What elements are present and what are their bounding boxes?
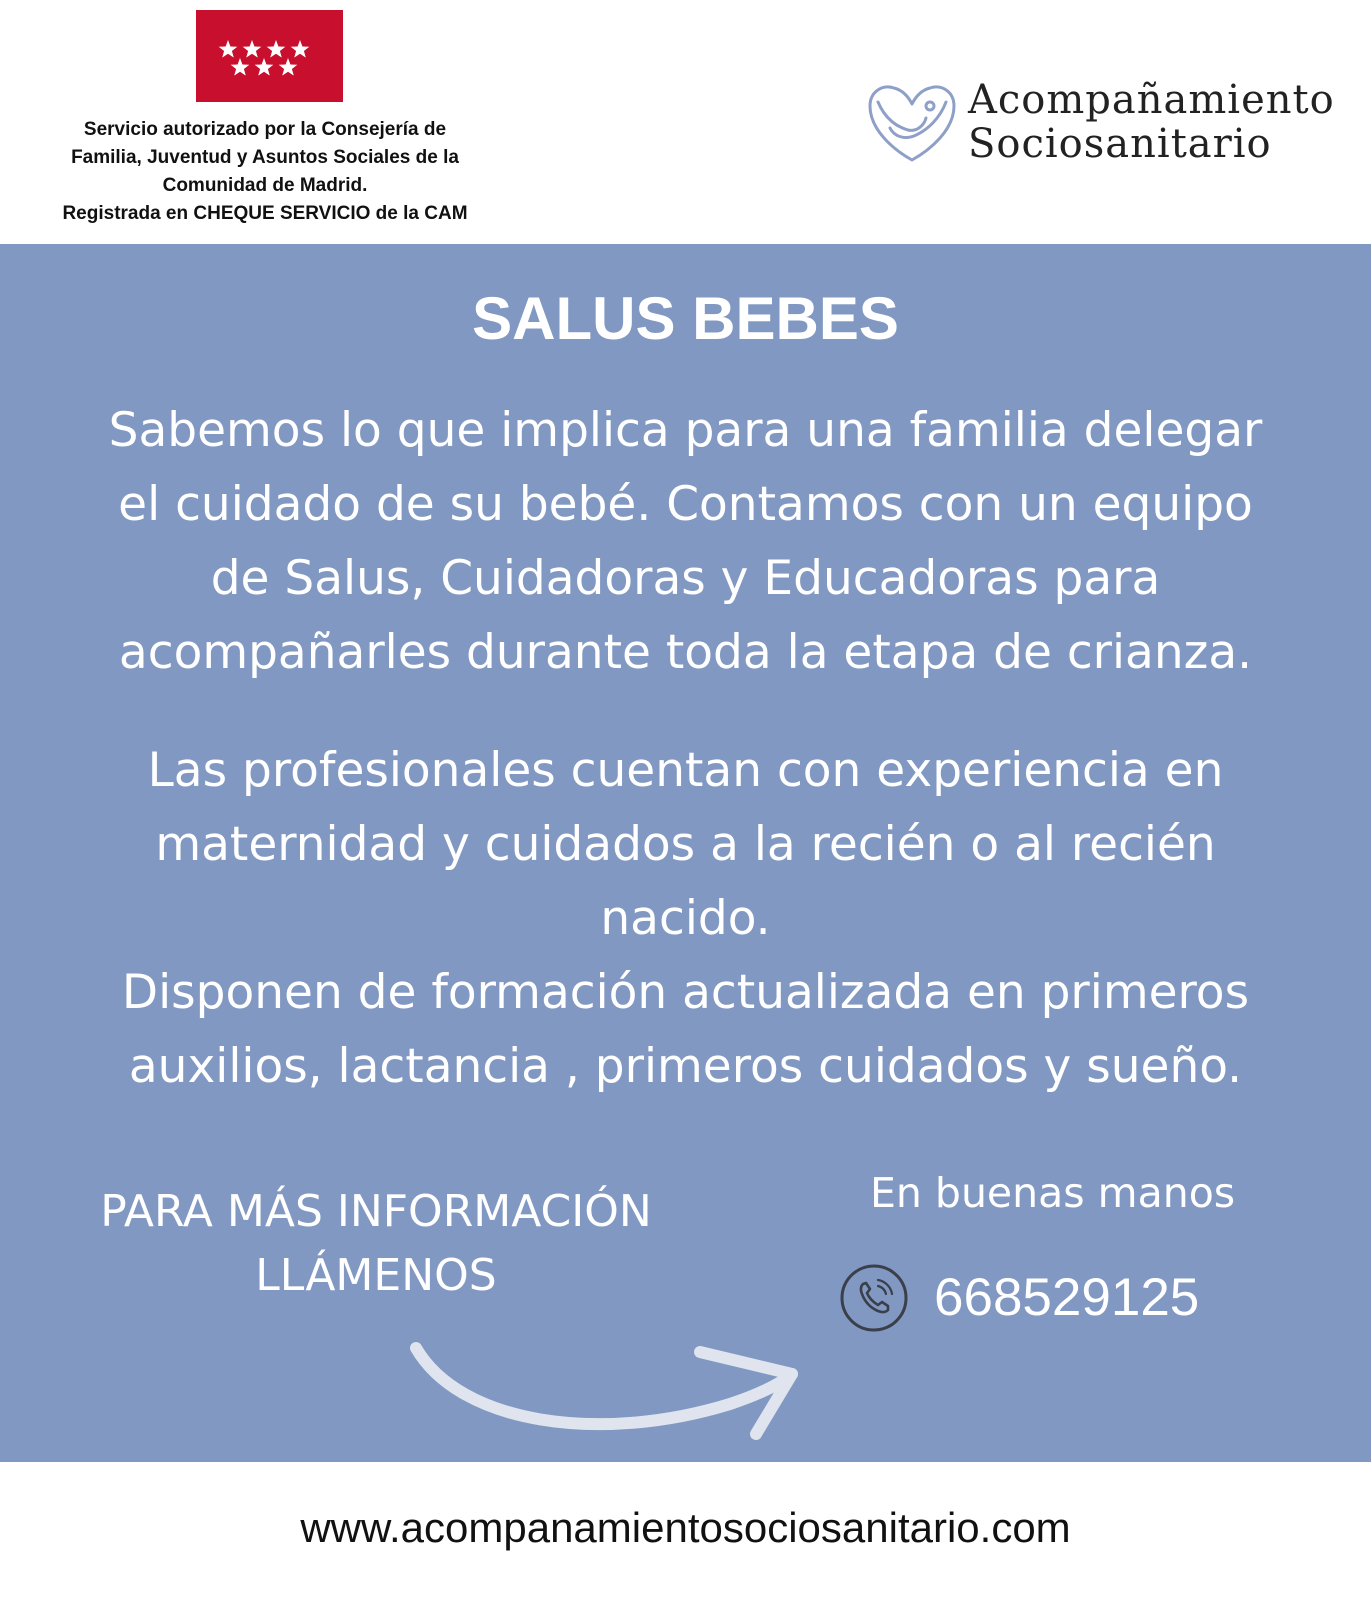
cta-line2: LLÁMENOS	[255, 1250, 497, 1301]
paragraph-line: acompañarles durante toda la etapa de crianza.	[118, 625, 1253, 680]
paragraph-line: nacido.	[600, 891, 771, 946]
heart-embrace-icon	[864, 80, 960, 164]
intro-paragraph	[0, 394, 1371, 690]
header	[0, 0, 1371, 244]
footer	[0, 1462, 1371, 1600]
phone-icon[interactable]	[838, 1262, 910, 1334]
paragraph-line: el cuidado de su bebé. Contamos con un equipo	[118, 477, 1253, 532]
authorization-line: Registrada en CHEQUE SERVICIO de la CAM	[62, 203, 468, 224]
brand-name	[968, 78, 1335, 166]
authorization-line: Comunidad de Madrid.	[162, 175, 368, 196]
brand-name-line2: Sociosanitario	[968, 121, 1272, 167]
curved-arrow-icon	[400, 1304, 810, 1464]
call-to-action	[36, 1180, 716, 1308]
paragraph-line: Las profesionales cuentan con experiencia en	[147, 743, 1224, 798]
brand-name-line1: Acompañamiento	[968, 77, 1335, 123]
phone-number[interactable]: 668529125	[934, 1268, 1200, 1327]
tagline: En buenas manos	[870, 1169, 1236, 1217]
madrid-flag-icon	[196, 10, 343, 102]
cta-line1: PARA MÁS INFORMACIÓN	[100, 1186, 652, 1237]
authorization-line: Familia, Juventud y Asuntos Sociales de la	[71, 147, 459, 168]
paragraph-line: Disponen de formación actualizada en primeros	[121, 965, 1250, 1020]
authorization-text	[20, 116, 510, 228]
paragraph-line: de Salus, Cuidadoras y Educadoras para	[210, 551, 1161, 606]
paragraph-line: Sabemos lo que implica para una familia delegar	[108, 403, 1263, 458]
brand-logo	[864, 78, 1364, 168]
paragraph-line: maternidad y cuidados a la recién o al recién	[155, 817, 1216, 872]
paragraph-line: auxilios, lactancia , primeros cuidados y sueño.	[128, 1039, 1243, 1094]
page-title: SALUS BEBES	[472, 285, 899, 352]
website-link[interactable]: www.acompanamientosociosanitario.com	[300, 1504, 1071, 1551]
content-panel	[0, 244, 1371, 1462]
authorization-line: Servicio autorizado por la Consejería de	[83, 119, 447, 140]
professionals-paragraph	[0, 734, 1371, 1104]
